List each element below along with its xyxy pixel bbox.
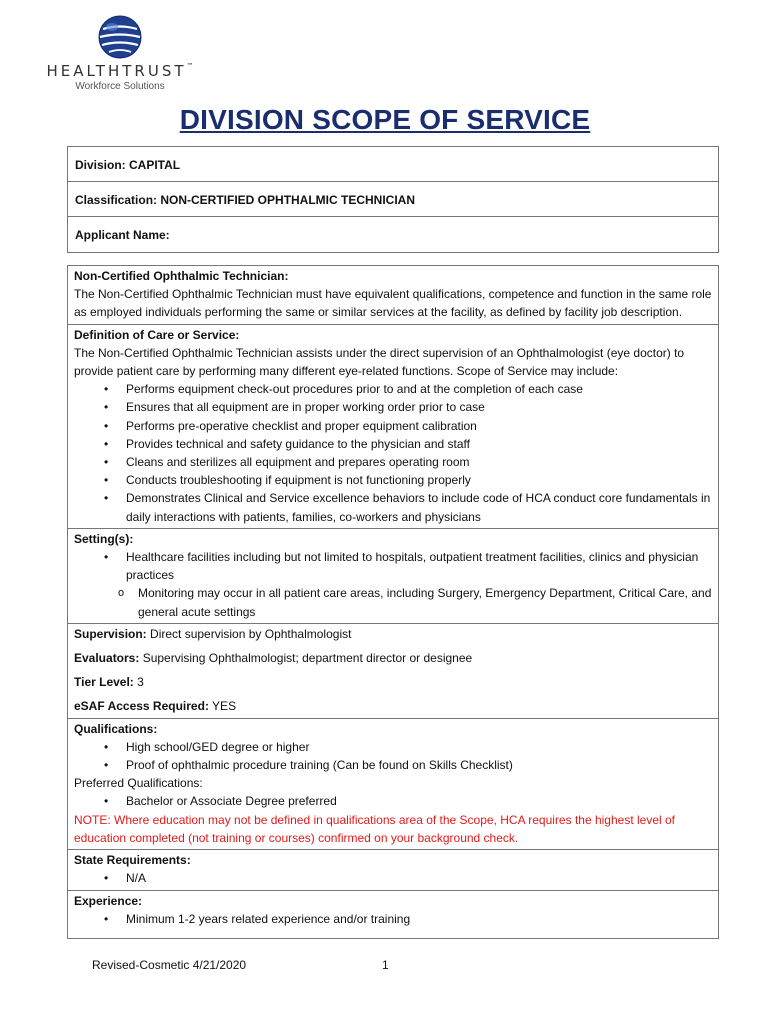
role-heading: Non-Certified Ophthalmic Technician: — [74, 269, 289, 283]
settings-sublist — [74, 584, 712, 620]
list-item: • High school/GED degree or higher — [104, 738, 712, 756]
qualifications-list — [74, 738, 712, 774]
settings-heading: Setting(s): — [74, 531, 134, 546]
list-item: • Performs pre-operative checklist and proper equipment calibration — [104, 417, 712, 435]
healthtrust-logo — [40, 14, 200, 92]
list-item: • Proof of ophthalmic procedure training (Can be found on Skills Checklist) — [104, 756, 712, 774]
experience-section — [68, 891, 718, 938]
state-section — [68, 850, 718, 890]
division-row: Division: CAPITAL — [68, 147, 718, 182]
role-text: The Non-Certified Ophthalmic Technician must have equivalent qualifications, competence and function in the same role as employed individuals performing the same or similar services at the facility, as defined by facility job description. — [74, 287, 712, 320]
footer-page-number: 1 — [382, 958, 389, 972]
list-item: • Ensures that all equipment are in proper working order prior to case — [104, 398, 712, 416]
list-item: • Minimum 1-2 years related experience and/or training — [104, 910, 712, 928]
list-item: • N/A — [104, 869, 712, 887]
list-item: • Provides technical and safety guidance to the physician and staff — [104, 435, 712, 453]
list-item: • Healthcare facilities including but not limited to hospitals, outpatient treatment facilities, clinics and physician practices — [104, 548, 712, 584]
footer-revised: Revised-Cosmetic 4/21/2020 — [92, 958, 247, 972]
state-list — [74, 869, 712, 887]
definition-heading: Definition of Care or Service: — [74, 327, 240, 342]
list-item: • Conducts troubleshooting if equipment is not functioning properly — [104, 471, 712, 489]
evaluators-line: Evaluators: Supervising Ophthalmologist; department director or designee — [74, 651, 473, 666]
definition-section — [68, 325, 718, 529]
list-item: • Demonstrates Clinical and Service excellence behaviors to include code of HCA conduct core fundamentals in daily interactions with patients, families, co-workers and physicians — [104, 489, 712, 525]
supervision-section — [68, 624, 718, 719]
list-item: • Cleans and sterilizes all equipment and prepares operating room — [104, 453, 712, 471]
header-box — [67, 146, 719, 253]
logo-subtitle: Workforce Solutions — [75, 81, 165, 92]
logo-brand: HEALTHTRUST™ — [46, 62, 194, 80]
settings-section — [68, 529, 718, 624]
list-item: o Monitoring may occur in all patient care areas, including Surgery, Emergency Department, Critical Care, and general acute settings — [118, 584, 712, 620]
education-note: NOTE: Where education may not be defined in qualifications area of the Scope, HCA requires the highest level of education completed (not training or courses) confirmed on your background check. — [74, 812, 676, 845]
classification-row: Classification: NON-CERTIFIED OPHTHALMIC TECHNICIAN — [68, 182, 718, 217]
state-heading: State Requirements: — [74, 853, 191, 868]
definition-text: The Non-Certified Ophthalmic Technician assists under the direct supervision of an Ophthalmologist (eye doctor) to provide patient care by performing many different eye-related functions. Scope of Service may include: — [74, 345, 685, 379]
scope-box — [67, 265, 719, 939]
supervision-line: Supervision: Direct supervision by Ophthalmologist — [74, 626, 352, 641]
role-section — [68, 266, 718, 325]
tier-line: Tier Level: 3 — [74, 675, 144, 690]
preferred-heading: Preferred Qualifications: — [74, 776, 203, 791]
definition-list — [74, 380, 712, 526]
list-item: • Bachelor or Associate Degree preferred — [104, 792, 712, 810]
experience-list — [74, 910, 712, 928]
experience-heading: Experience: — [74, 893, 143, 908]
page-title: DIVISION SCOPE OF SERVICE — [179, 104, 591, 135]
list-item: • Performs equipment check-out procedures prior to and at the completion of each case — [104, 380, 712, 398]
applicant-row: Applicant Name: — [75, 228, 170, 242]
qualifications-section — [68, 719, 718, 850]
preferred-list — [74, 792, 712, 810]
globe-icon — [97, 14, 143, 60]
esaf-line: eSAF Access Required: YES — [74, 699, 237, 714]
qualifications-heading: Qualifications: — [74, 721, 158, 736]
settings-list — [74, 548, 712, 584]
